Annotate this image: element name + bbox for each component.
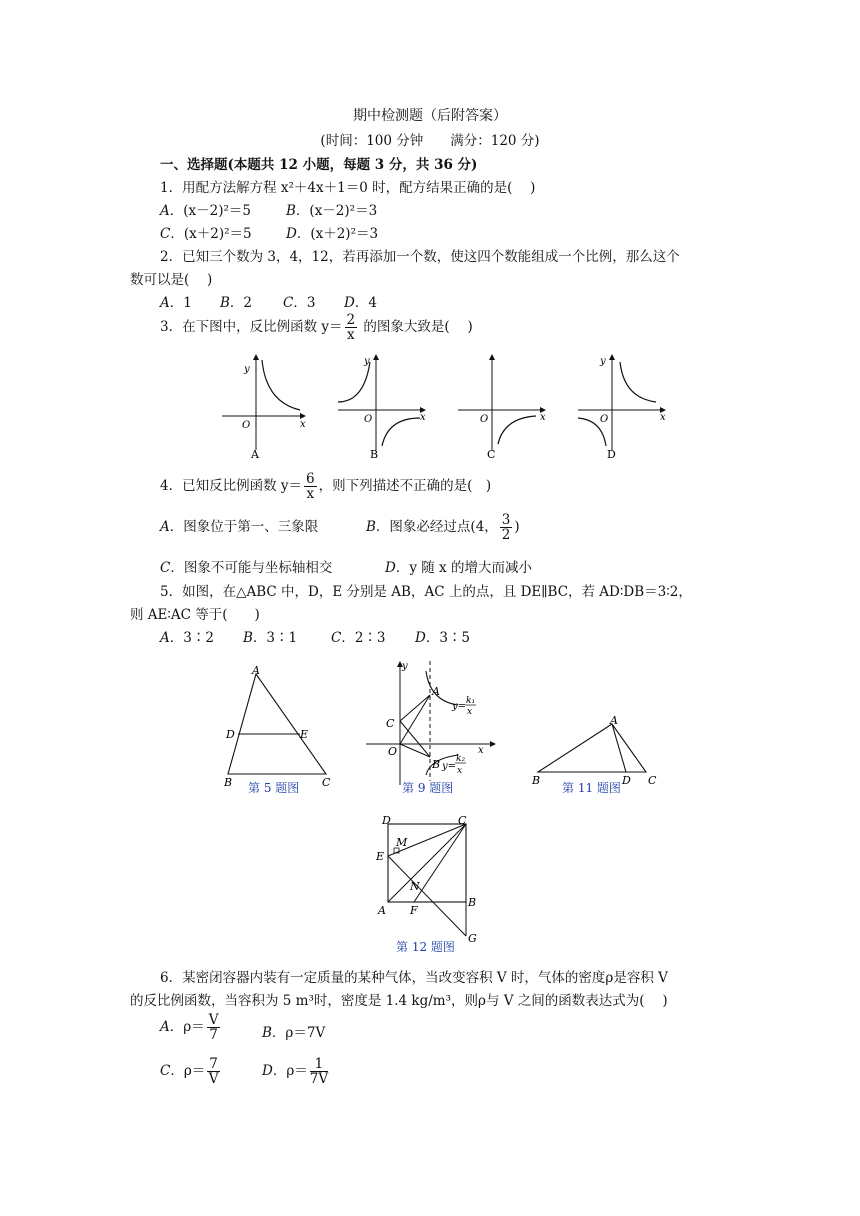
question-2-stem-line1: 2．已知三个数为 3，4，12，若再添加一个数，使这四个数能组成一个比例，那么这个 <box>160 249 680 265</box>
svg-text:y: y <box>600 356 606 367</box>
svg-text:y: y <box>364 356 370 367</box>
svg-text:E: E <box>376 850 385 863</box>
svg-text:C: C <box>458 814 467 827</box>
svg-text:O: O <box>364 414 373 425</box>
svg-text:y: y <box>402 661 408 672</box>
question-6-option-d: D．ρ＝ $\frac{1}{7V}$ <box>262 1056 329 1088</box>
question-6-stem-line1: 6．某密闭容器内装有一定质量的某种气体，当改变容积 V 时，气体的密度ρ是容积 V <box>160 970 668 986</box>
svg-text:x: x <box>457 766 463 776</box>
question-6-option-c: C．ρ＝ $\frac{7}{V}$ <box>160 1056 219 1088</box>
question-5-option-c: C．2∶3 <box>331 630 386 646</box>
svg-text:x: x <box>540 412 546 423</box>
svg-text:E: E <box>300 728 309 741</box>
svg-text:x: x <box>467 707 473 717</box>
question-2-option-a: A．1 <box>160 295 192 311</box>
svg-text:x: x <box>300 419 306 430</box>
question-1-option-b: B．(x－2)²＝3 <box>286 203 378 219</box>
svg-text:O: O <box>242 420 251 431</box>
q3-graph-a <box>220 352 310 462</box>
question-1-stem: 1．用配方法解方程 x²＋4x＋1＝0 时，配方结果正确的是( ) <box>160 180 536 196</box>
question-2-option-b: B．2 <box>220 295 253 311</box>
exam-time-score: (时间：100 分钟 满分：120 分) <box>320 133 540 149</box>
svg-text:k₁: k₁ <box>466 696 476 706</box>
svg-text:O: O <box>388 745 398 758</box>
fraction-6-over-x: $\frac{6}{x}$ <box>306 471 315 503</box>
figure-5-caption: 第 5 题图 <box>248 781 300 795</box>
svg-text:M: M <box>396 836 408 849</box>
question-4-option-c: C．图象不可能与坐标轴相交 <box>160 560 333 576</box>
svg-text:O: O <box>600 414 609 425</box>
svg-text:x: x <box>420 412 426 423</box>
svg-text:N: N <box>410 880 420 893</box>
question-5-stem-line2: 则 AE∶AC 等于( ) <box>130 607 260 623</box>
question-6-stem-line2: 的反比例函数，当容积为 5 m³时，密度是 1.4 kg/m³，则ρ与 V 之间的函数表达式为( ) <box>130 993 668 1009</box>
svg-text:D: D <box>382 814 391 827</box>
svg-text:C: C <box>648 774 657 787</box>
question-2-stem-line2: 数可以是( ) <box>130 272 213 288</box>
svg-text:y: y <box>244 364 250 375</box>
svg-text:A: A <box>251 448 259 461</box>
page-title: 期中检测题（后附答案） <box>353 108 507 124</box>
figure-12-caption: 第 12 题图 <box>396 940 455 954</box>
svg-text:F: F <box>410 904 418 917</box>
fraction-2-over-x: $\frac{2}{x}$ <box>346 312 356 344</box>
svg-text:O: O <box>480 414 489 425</box>
svg-text:B: B <box>532 774 541 787</box>
svg-text:B: B <box>432 758 441 771</box>
q3-graph-b <box>336 352 431 462</box>
question-3-stem: 3．在下图中，反比例函数 y＝ $\frac{2}{x}$ 的图象大致是( ) <box>160 312 473 344</box>
svg-text:D: D <box>622 774 631 787</box>
svg-text:C: C <box>487 448 496 461</box>
question-5-option-b: B．3∶1 <box>243 630 298 646</box>
question-4-option-a: A．图象位于第一、三象限 <box>160 519 319 535</box>
svg-text:A: A <box>432 685 440 698</box>
svg-text:C: C <box>386 717 395 730</box>
q3-graph-d <box>576 352 671 462</box>
figure-11 <box>530 714 665 789</box>
svg-text:G: G <box>468 932 477 945</box>
svg-text:C: C <box>322 776 331 789</box>
svg-text:A: A <box>252 664 260 677</box>
question-6-option-a: A．ρ＝ $\frac{V}{7}$ <box>160 1012 219 1044</box>
svg-text:B: B <box>370 448 379 461</box>
question-4-option-b: B．图象必经过点(4， $\frac{3}{2}$ ) <box>366 512 520 544</box>
svg-text:y=: y= <box>442 761 457 772</box>
svg-text:B: B <box>468 896 477 909</box>
svg-text:x: x <box>478 745 484 756</box>
question-5-stem-line1: 5．如图，在△ABC 中，D，E 分别是 AB，AC 上的点，且 DE∥BC，若 AD∶DB＝3∶2， <box>160 584 692 600</box>
svg-text:A: A <box>610 714 618 727</box>
question-6-option-b: B．ρ＝7V <box>262 1025 326 1041</box>
svg-text:B: B <box>224 776 233 789</box>
figure-11-caption: 第 11 题图 <box>562 781 621 795</box>
svg-text:D: D <box>607 448 616 461</box>
svg-text:k₂: k₂ <box>456 754 466 764</box>
question-1-option-a: A．(x－2)²＝5 <box>160 203 251 219</box>
svg-text:D: D <box>226 728 235 741</box>
figure-9-caption: 第 9 题图 <box>402 781 454 795</box>
question-1-option-c: C．(x＋2)²＝5 <box>160 226 252 242</box>
q3-graph-c <box>456 352 551 462</box>
figure-9 <box>364 657 504 787</box>
question-5-option-d: D．3∶5 <box>415 630 471 646</box>
question-2-option-c: C．3 <box>283 295 316 311</box>
svg-text:y=: y= <box>452 701 467 712</box>
question-5-option-a: A．3∶2 <box>160 630 214 646</box>
question-2-option-d: D．4 <box>344 295 377 311</box>
section-heading: 一、选择题(本题共 12 小题，每题 3 分，共 36 分) <box>160 157 478 173</box>
figure-12 <box>374 812 484 952</box>
svg-text:x: x <box>660 412 666 423</box>
question-4-stem: 4．已知反比例函数 y＝ $\frac{6}{x}$ ，则下列描述不正确的是( ) <box>160 471 492 503</box>
question-4-option-d: D．y 随 x 的增大而减小 <box>385 560 532 576</box>
question-1-option-d: D．(x＋2)²＝3 <box>286 226 379 242</box>
svg-text:A: A <box>378 904 386 917</box>
